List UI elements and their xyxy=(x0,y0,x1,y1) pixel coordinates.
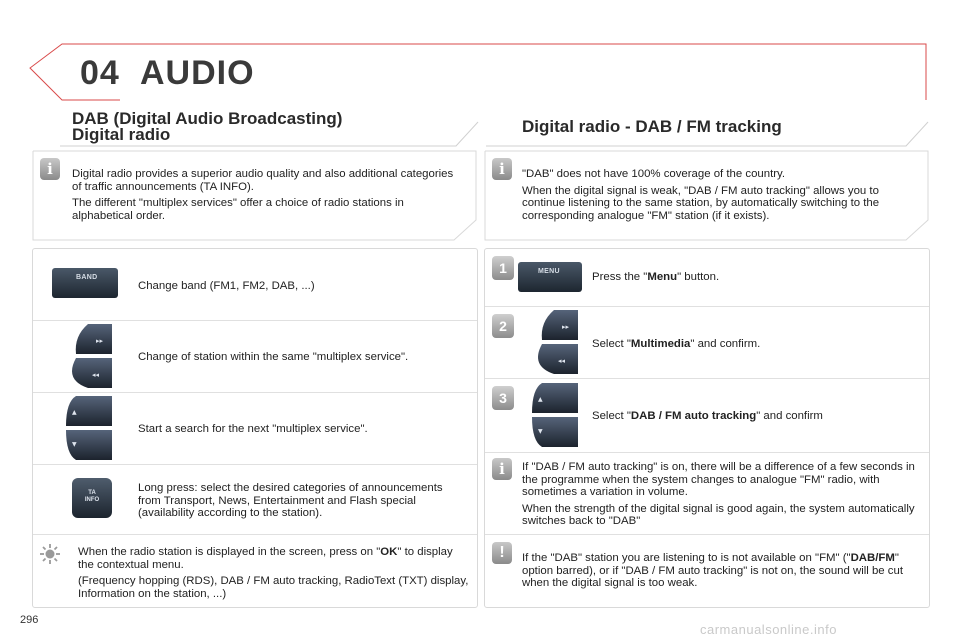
tracking-note xyxy=(522,461,918,532)
svg-text:▲: ▲ xyxy=(72,409,77,416)
coverage-para: "DAB" does not have 100% coverage of the country. xyxy=(522,168,786,180)
note-para-1: If "DAB / FM auto tracking" is on, there will be a difference of a few seconds in the programme when the system changes to analogue "FM" radio, with sometimes a variation in volume. xyxy=(522,461,915,499)
chapter-title: AUDIO xyxy=(140,54,255,92)
row-text-ta-info: Long press: select the desired categories of announcements from Transport, News, Entertainment and Flash special (availability according to the station). xyxy=(138,482,443,520)
svg-text:◂◂: ◂◂ xyxy=(558,357,566,365)
up-down-buttons-icon[interactable] xyxy=(62,394,114,462)
note-para-2: When the strength of the digital signal is good again, the system automatically switches back to "DAB" xyxy=(522,502,915,528)
tip-sun-icon xyxy=(40,544,60,564)
step-text-2 xyxy=(592,338,912,351)
step3-pre: Select " xyxy=(592,410,631,422)
title-underline-right xyxy=(486,104,930,150)
svg-text:▸▸: ▸▸ xyxy=(96,337,104,345)
warn-pre: If the "DAB" station you are listening to is not available on "FM" (" xyxy=(522,552,851,564)
warn-post: " option barred), or if "DAB / FM auto tracking" is not on, the sound will be cut when the digital signal is too weak. xyxy=(522,552,903,590)
ta-label: TA xyxy=(88,490,96,496)
step-text-3 xyxy=(592,410,912,423)
page-number: 296 xyxy=(20,614,39,626)
svg-text:▼: ▼ xyxy=(72,441,77,448)
row-divider xyxy=(485,378,929,379)
step1-bold: Menu xyxy=(647,271,678,283)
section-title-dab-line1: DAB (Digital Audio Broadcasting) xyxy=(72,109,343,128)
ta-info-button[interactable] xyxy=(72,478,112,518)
row-divider xyxy=(33,392,477,393)
seek-buttons-icon[interactable] xyxy=(528,308,580,376)
step3-bold: DAB / FM auto tracking xyxy=(630,410,757,422)
warn-bold: DAB/FM xyxy=(850,552,895,564)
step-badge-3: 3 xyxy=(492,386,514,410)
info-icon: i xyxy=(492,158,512,180)
info-text-right xyxy=(522,168,918,226)
svg-text:◂◂: ◂◂ xyxy=(92,371,100,379)
tip-prefix: When the radio station is displayed in the screen, press on " xyxy=(78,546,381,558)
tip-suffix: " to display the contextual menu. xyxy=(78,546,453,571)
info-icon: i xyxy=(40,158,60,180)
row-text-seek: Change of station within the same "multiplex service". xyxy=(138,351,409,363)
step-badge-1: 1 xyxy=(492,256,514,280)
info-para-2: The different "multiplex services" offer a choice of radio stations in alphabetical order. xyxy=(72,197,404,222)
menu-button[interactable]: MENU xyxy=(518,262,582,292)
row-divider xyxy=(33,534,477,535)
step-text-1 xyxy=(592,271,912,284)
svg-text:▲: ▲ xyxy=(538,396,543,403)
row-divider xyxy=(33,464,477,465)
tip-text xyxy=(78,546,470,604)
svg-text:▸▸: ▸▸ xyxy=(562,323,570,331)
info-label: INFO xyxy=(84,497,100,503)
tracking-para: When the digital signal is weak, "DAB / FM auto tracking" allows you to continue listening to the same station, by automatically switching to the corresponding analogue "FM" station (if it exists). xyxy=(522,184,880,222)
info-icon: i xyxy=(492,458,512,480)
row-divider xyxy=(485,306,929,307)
step1-pre: Press the " xyxy=(592,271,648,283)
info-text-left xyxy=(72,168,464,226)
watermark: carmanualsonline.info xyxy=(700,622,837,637)
up-down-buttons-icon[interactable] xyxy=(528,381,580,449)
row-divider xyxy=(485,534,929,535)
section-title-tracking: Digital radio - DAB / FM tracking xyxy=(522,117,782,136)
row-divider xyxy=(33,320,477,321)
step2-pre: Select " xyxy=(592,338,631,350)
step3-post: " and confirm xyxy=(756,410,823,422)
chapter-number: 04 xyxy=(80,54,120,92)
title-underline xyxy=(60,104,480,150)
step2-post: " and confirm. xyxy=(690,338,761,350)
step1-post: " button. xyxy=(677,271,720,283)
section-title-dab-line2: Digital radio xyxy=(72,125,171,144)
band-button[interactable]: BAND xyxy=(52,268,118,298)
svg-text:▼: ▼ xyxy=(538,428,543,435)
warning-text xyxy=(522,552,918,590)
seek-buttons-icon[interactable] xyxy=(62,322,114,390)
row-divider xyxy=(485,452,929,453)
warning-icon: ! xyxy=(492,542,512,564)
row-text-search: Start a search for the next "multiplex service". xyxy=(138,423,368,435)
row-text-band: Change band (FM1, FM2, DAB, ...) xyxy=(138,280,315,292)
tip-para-2: (Frequency hopping (RDS), DAB / FM auto tracking, RadioText (TXT) display, Information on the station, ...) xyxy=(78,575,469,600)
info-para-1: Digital radio provides a superior audio quality and also additional categories of traffic announcements (TA INFO). xyxy=(72,168,454,193)
step-badge-2: 2 xyxy=(492,314,514,338)
step2-bold: Multimedia xyxy=(630,338,691,350)
tip-ok: OK xyxy=(380,546,398,558)
